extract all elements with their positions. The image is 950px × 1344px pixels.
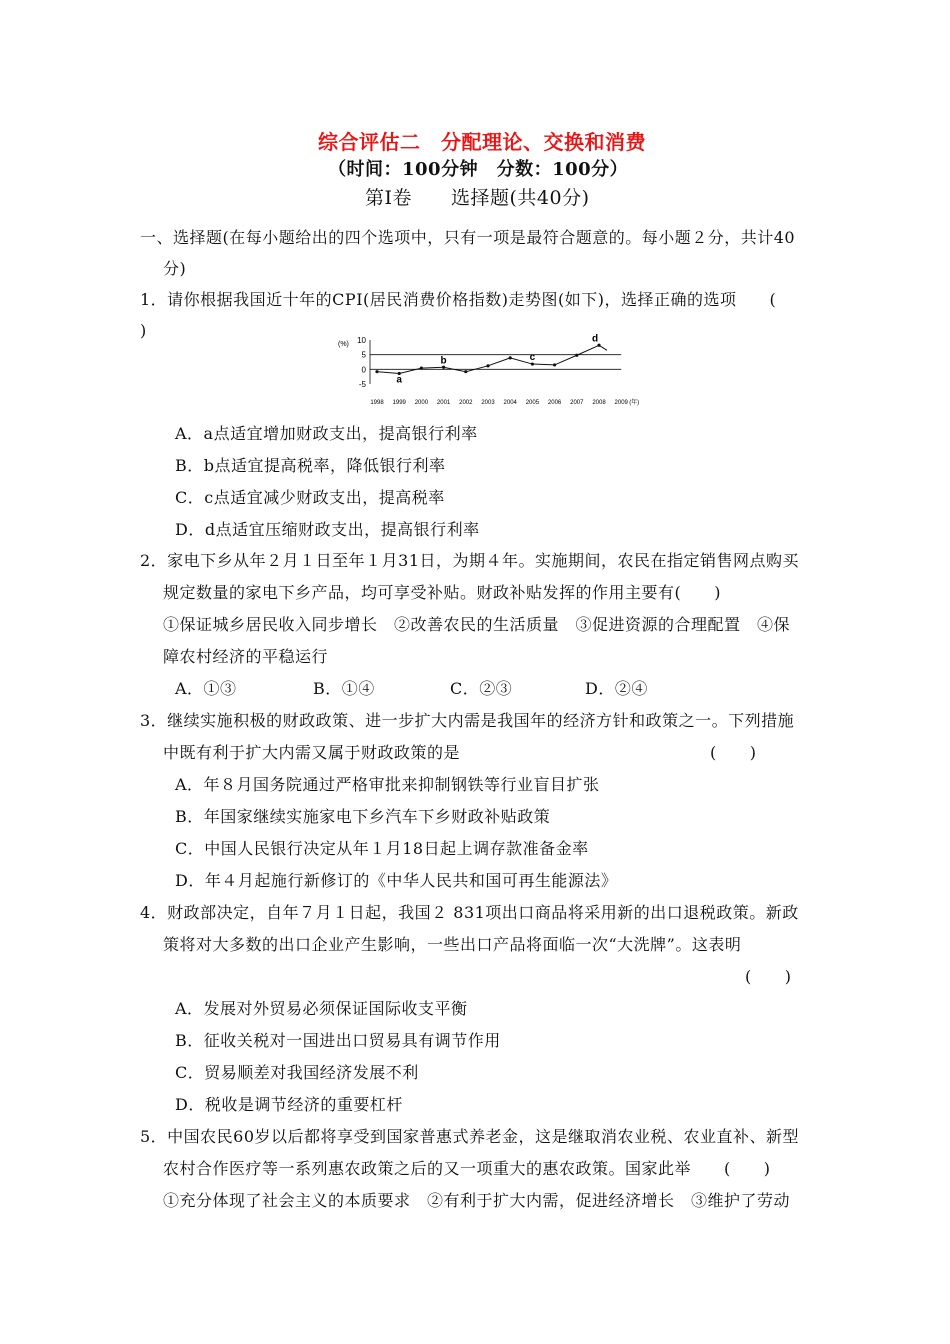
- cpi-line-chart: [335, 332, 655, 412]
- page-title: 综合评估二 分配理论、交换和消费: [318, 130, 646, 154]
- q4-stem-line-1: 4．财政部决定，自年７月１日起，我国２ 831项出口商品将采用新的出口退税政策。新政: [140, 903, 799, 922]
- q1-option-b: B．b点适宜提高税率，降低银行利率: [175, 456, 446, 475]
- q2-option-c: C．②③: [450, 679, 513, 698]
- q2-option-d: D．②④: [585, 679, 648, 698]
- chart-ytick-label: -5: [358, 380, 366, 389]
- chart-xtick-label: 2007: [570, 400, 584, 406]
- chart-data-point: [553, 363, 556, 366]
- chart-xtick-label: 2004: [503, 400, 517, 406]
- q2-items-line-1: ①保证城乡居民收入同步增长 ②改善农民的生活质量 ③促进资源的合理配置 ④保: [163, 615, 791, 634]
- q3-option-a: A．年８月国务院通过严格审批来抑制钢铁等行业盲目扩张: [175, 775, 600, 794]
- chart-ytick-label: 0: [361, 365, 366, 375]
- chart-xtick-label: 1998: [370, 400, 384, 406]
- q5-items-line-1: ①充分体现了社会主义的本质要求 ②有利于扩大内需，促进经济增长 ③维护了劳动: [163, 1191, 791, 1210]
- chart-data-point: [575, 354, 578, 357]
- chart-data-point: [464, 370, 467, 373]
- q1-option-d: D．d点适宜压缩财政支出，提高银行利率: [175, 520, 480, 539]
- q2-option-a: A．①③: [175, 679, 237, 698]
- chart-ytick-label: 5: [361, 350, 366, 360]
- chart-xtick-label: 2006: [547, 400, 562, 406]
- chart-xtick-label: 2001: [436, 400, 451, 406]
- chart-xtick-label: 1999: [392, 400, 406, 406]
- chart-xlabel: (年): [629, 400, 640, 406]
- q2-option-b: B．①④: [313, 679, 375, 698]
- q4-stem-line-2: 策将对大多数的出口企业产生影响，一些出口产品将面临一次“大洗牌”。这表明: [163, 935, 742, 954]
- q5-stem-line-2: 农村合作医疗等一系列惠农政策之后的又一项重大的惠农政策。国家此举 ( ): [163, 1159, 771, 1178]
- q4-option-d: D．税收是调节经济的重要杠杆: [175, 1095, 403, 1114]
- q2-items-line-2: 障农村经济的平稳运行: [163, 647, 329, 666]
- q3-option-c: C．中国人民银行决定从年１月18日起上调存款准备金率: [175, 839, 589, 858]
- chart-ylabel: (%): [338, 341, 349, 348]
- chart-xtick-label: 2009: [614, 400, 628, 406]
- chart-xtick-label: 2003: [481, 400, 495, 406]
- q4-option-b: B．征收关税对一国进出口贸易具有调节作用: [175, 1031, 501, 1050]
- q1-option-a: A．a点适宜增加财政支出，提高银行利率: [175, 424, 478, 443]
- q1-option-c: C．c点适宜减少财政支出，提高税率: [175, 488, 445, 507]
- chart-data-point: [375, 370, 378, 373]
- chart-annotation-c: c: [529, 352, 536, 364]
- chart-xtick-label: 2002: [459, 400, 473, 406]
- chart-data-point: [509, 356, 512, 359]
- q3-stem-line-1: 3．继续实施积极的财政政策、进一步扩大内需是我国年的经济方针和政策之一。下列措施: [140, 711, 795, 730]
- q1-stem-line-1: 1．请你根据我国近十年的CPI(居民消费价格指数)走势图(如下)，选择正确的选项 (: [140, 290, 777, 309]
- chart-annotation-d: d: [591, 333, 599, 345]
- q3-option-b: B．年国家继续实施家电下乡汽车下乡财政补贴政策: [175, 807, 551, 826]
- q3-answer-paren: ( ): [710, 743, 757, 762]
- chart-xtick-label: 2005: [525, 400, 540, 406]
- page-subtitle: （时间：100分钟 分数：100分）: [328, 159, 629, 180]
- q4-option-a: A．发展对外贸易必须保证国际收支平衡: [175, 999, 468, 1018]
- q3-stem-line-2: 中既有利于扩大内需又属于财政政策的是: [163, 743, 461, 762]
- chart-annotation-a: a: [396, 374, 402, 386]
- instructions-line-2: 分): [163, 259, 187, 278]
- q4-answer-paren: ( ): [745, 967, 792, 986]
- q5-stem-line-1: 5．中国农民60岁以后都将享受到国家普惠式养老金，这是继取消农业税、农业直补、新型: [140, 1127, 800, 1146]
- chart-xtick-label: 2000: [414, 400, 429, 406]
- chart-series-tail: [599, 345, 607, 350]
- chart-annotation-b: b: [440, 355, 447, 367]
- chart-ytick-label: 10: [357, 336, 366, 345]
- chart-xtick-label: 2008: [592, 400, 606, 406]
- q1-stem-line-2: ): [140, 321, 147, 340]
- q2-stem-line-2: 规定数量的家电下乡产品，均可享受补贴。财政补贴发挥的作用主要有( ): [163, 583, 721, 602]
- instructions-line-1: 一、选择题(在每小题给出的四个选项中，只有一项是最符合题意的。每小题２分，共计40: [140, 228, 796, 247]
- q2-stem-line-1: 2．家电下乡从年２月１日至年１月31日，为期４年。实施期间，农民在指定销售网点购买: [140, 551, 800, 570]
- section-heading: 第Ⅰ卷 选择题(共40分): [365, 187, 590, 209]
- q3-option-d: D．年４月起施行新修订的《中华人民共和国可再生能源法》: [175, 871, 618, 890]
- chart-data-point: [420, 367, 423, 370]
- chart-data-point: [486, 364, 489, 367]
- q4-option-c: C．贸易顺差对我国经济发展不利: [175, 1063, 419, 1082]
